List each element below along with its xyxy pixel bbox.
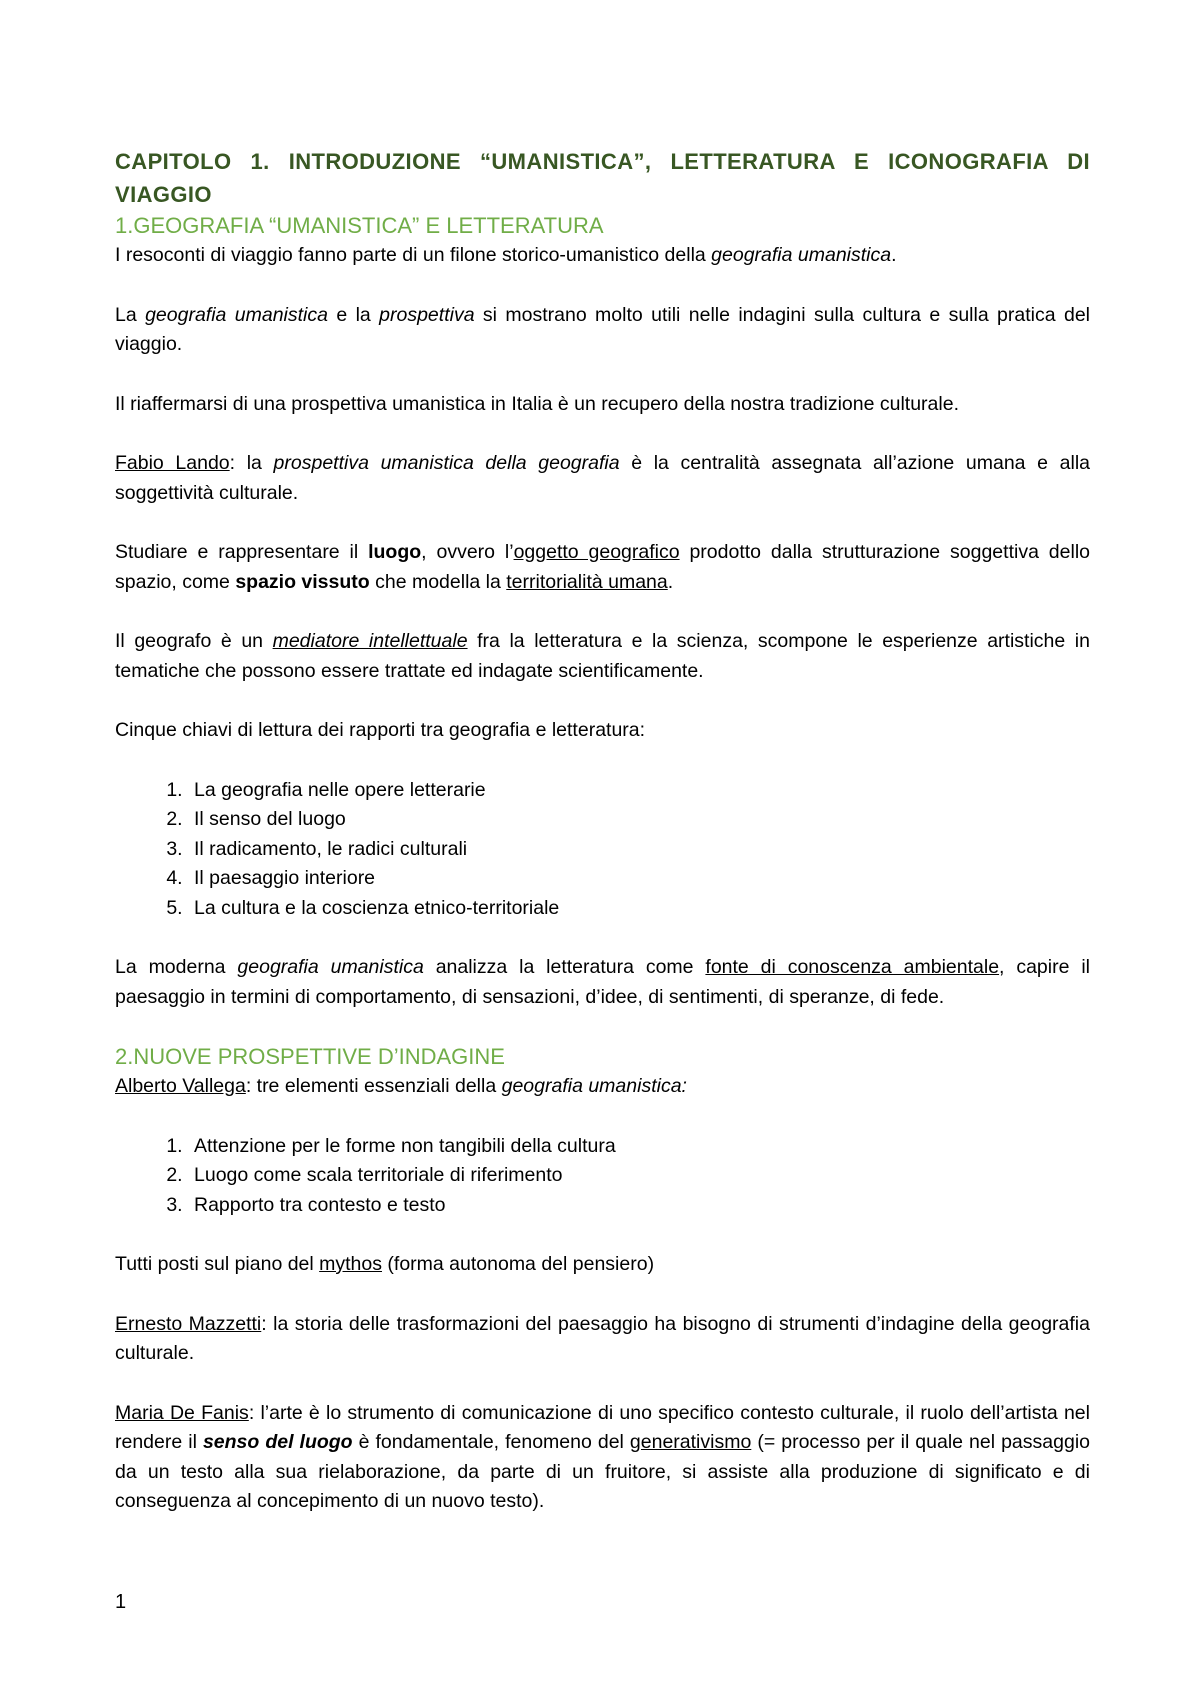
page-content xyxy=(115,145,1090,1517)
paragraph-6: Il geografo è un mediatore intellettuale fra la letteratura e la scienza, scompone le esperienze artistiche in tematiche che possono essere trattate ed indagate scientificamente. xyxy=(115,630,1090,682)
list-item: 5. La cultura e la coscienza etnico-territoriale xyxy=(188,894,1090,924)
page-number: 1 xyxy=(115,1591,127,1613)
elements-list xyxy=(115,1132,1090,1221)
section-1-heading: 1.GEOGRAFIA “UMANISTICA” E LETTERATURA xyxy=(115,213,604,238)
chapter-title: CAPITOLO 1. INTRODUZIONE “UMANISTICA”, LETTERATURA E ICONOGRAFIA DI VIAGGIO xyxy=(115,149,1090,207)
paragraph-4: Fabio Lando: la prospettiva umanistica della geografia è la centralità assegnata all’azione umana e alla soggettività culturale. xyxy=(115,452,1091,504)
paragraph-12: Maria De Fanis: l’arte è lo strumento di comunicazione di uno specifico contesto culturale, il ruolo dell’artista nel rendere il senso del luogo è fondamentale, fenomeno del generativismo (= processo per il quale nel passaggio da un testo alla sua rielaborazione, da parte di un fruitore, si assiste alla produzione di significato e di conseguenza al concepimento di un nuovo testo). xyxy=(115,1401,1090,1512)
paragraph-10: Tutti posti sul piano del mythos (forma autonoma del pensiero) xyxy=(115,1253,655,1275)
paragraph-5: Studiare e rappresentare il luogo, ovvero l’oggetto geografico prodotto dalla strutturazione soggettiva dello spazio, come spazio vissuto che modella la territorialità umana. xyxy=(115,541,1090,593)
list-item: 2. Il senso del luogo xyxy=(188,805,1090,835)
paragraph-8: La moderna geografia umanistica analizza la letteratura come fonte di conoscenza ambientale, capire il paesaggio in termini di comportamento, di sensazioni, d’idee, di sentimenti, di speranze, di fede. xyxy=(115,956,1090,1008)
section-2-heading: 2.NUOVE PROSPETTIVE D’INDAGINE xyxy=(115,1044,505,1069)
paragraph-3: Il riaffermarsi di una prospettiva umanistica in Italia è un recupero della nostra tradizione culturale. xyxy=(115,392,959,415)
author-name: Ernesto Mazzetti xyxy=(115,1312,262,1335)
paragraph-11: Ernesto Mazzetti: la storia delle trasformazioni del paesaggio ha bisogno di strumenti d’indagine della geografia culturale. xyxy=(115,1312,1090,1364)
keys-list xyxy=(115,776,1090,924)
author-name: Alberto Vallega xyxy=(115,1075,246,1097)
list-item: 3. Rapporto tra contesto e testo xyxy=(188,1191,1090,1221)
paragraph-1: I resoconti di viaggio fanno parte di un filone storico-umanistico della geografia umanistica. xyxy=(115,244,897,266)
paragraph-9: Alberto Vallega: tre elementi essenziali della geografia umanistica: xyxy=(115,1075,687,1097)
paragraph-7: Cinque chiavi di lettura dei rapporti tra geografia e letteratura: xyxy=(115,719,646,741)
author-name: Fabio Lando xyxy=(115,452,230,474)
list-item: 1. La geografia nelle opere letterarie xyxy=(188,776,1090,806)
list-item: 2. Luogo come scala territoriale di riferimento xyxy=(188,1161,1090,1191)
list-item: 4. Il paesaggio interiore xyxy=(188,864,1090,894)
author-name: Maria De Fanis xyxy=(115,1401,249,1424)
paragraph-2: La geografia umanistica e la prospettiva si mostrano molto utili nelle indagini sulla cultura e sulla pratica del viaggio. xyxy=(115,303,1090,355)
list-item: 1. Attenzione per le forme non tangibili della cultura xyxy=(188,1132,1090,1162)
list-item: 3. Il radicamento, le radici culturali xyxy=(188,835,1090,865)
